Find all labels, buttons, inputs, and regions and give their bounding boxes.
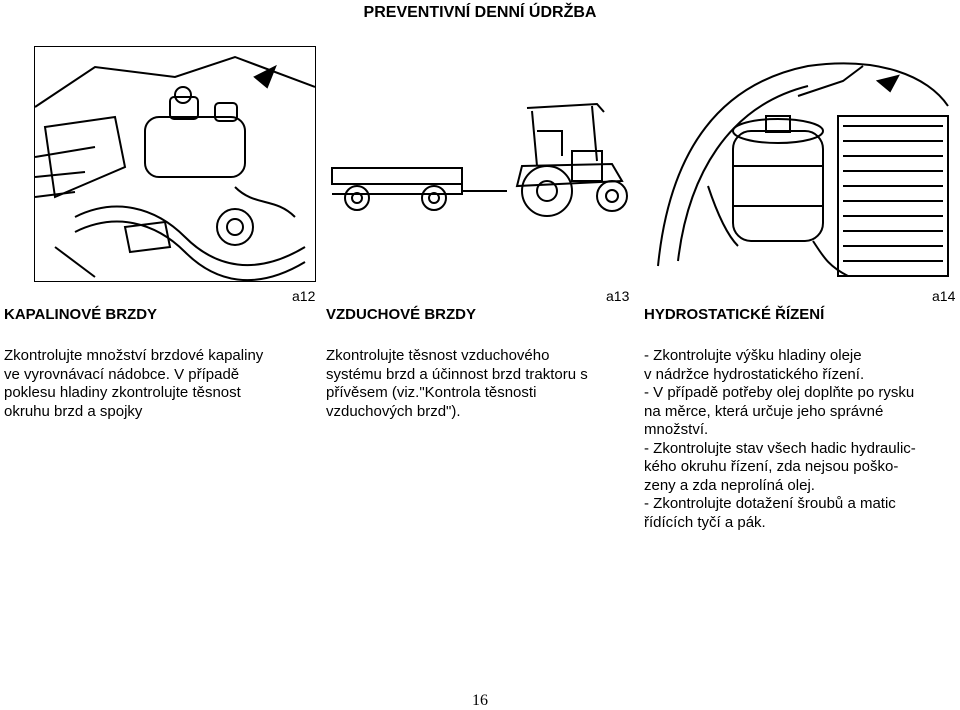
figure-code-a14: a14 xyxy=(932,288,956,304)
section-body-brake-fluid: Zkontrolujte množství brzdové kapaliny ve vyrovnávací nádobce. V případě poklesu hladiny zkontrolujte těsnost okruhu brzd a spojky xyxy=(4,347,264,420)
section-title-air-brakes: VZDUCHOVÉ BRZDY xyxy=(326,306,477,323)
section-body-hydrostatic-steering: - Zkontrolujte výšku hladiny oleje v nádržce hydrostatického řízení. - V případě potřeby olej doplňte po rysku na měrce, která určuje jeho správné množství. - Zkontrolujte stav všech hadic hydraulic- kého okruhu řízení, zda nejsou poško- zeny a zda neprolíná olej. - Zkontrolujte dotažení šroubů a matic řídících tyčí a pák. xyxy=(644,347,916,531)
page-number: 16 xyxy=(472,692,488,709)
section-body-air-brakes: Zkontrolujte těsnost vzduchového systému brzd a účinnost brzd traktoru s přívěsem (viz."Kontrola těsnosti vzduchových brzd"). xyxy=(326,347,588,420)
steering-tank-illustration xyxy=(648,46,960,280)
section-title-hydrostatic-steering: HYDROSTATICKÉ ŘÍZENÍ xyxy=(644,306,825,323)
figure-code-a13: a13 xyxy=(606,288,630,304)
page-title: PREVENTIVNÍ DENNÍ ÚDRŽBA xyxy=(363,4,597,21)
brake-reservoir-illustration xyxy=(34,46,316,282)
section-title-brake-fluid: KAPALINOVÉ BRZDY xyxy=(4,306,158,323)
figure-code-a12: a12 xyxy=(292,288,316,304)
tractor-trailer-illustration xyxy=(322,46,634,280)
